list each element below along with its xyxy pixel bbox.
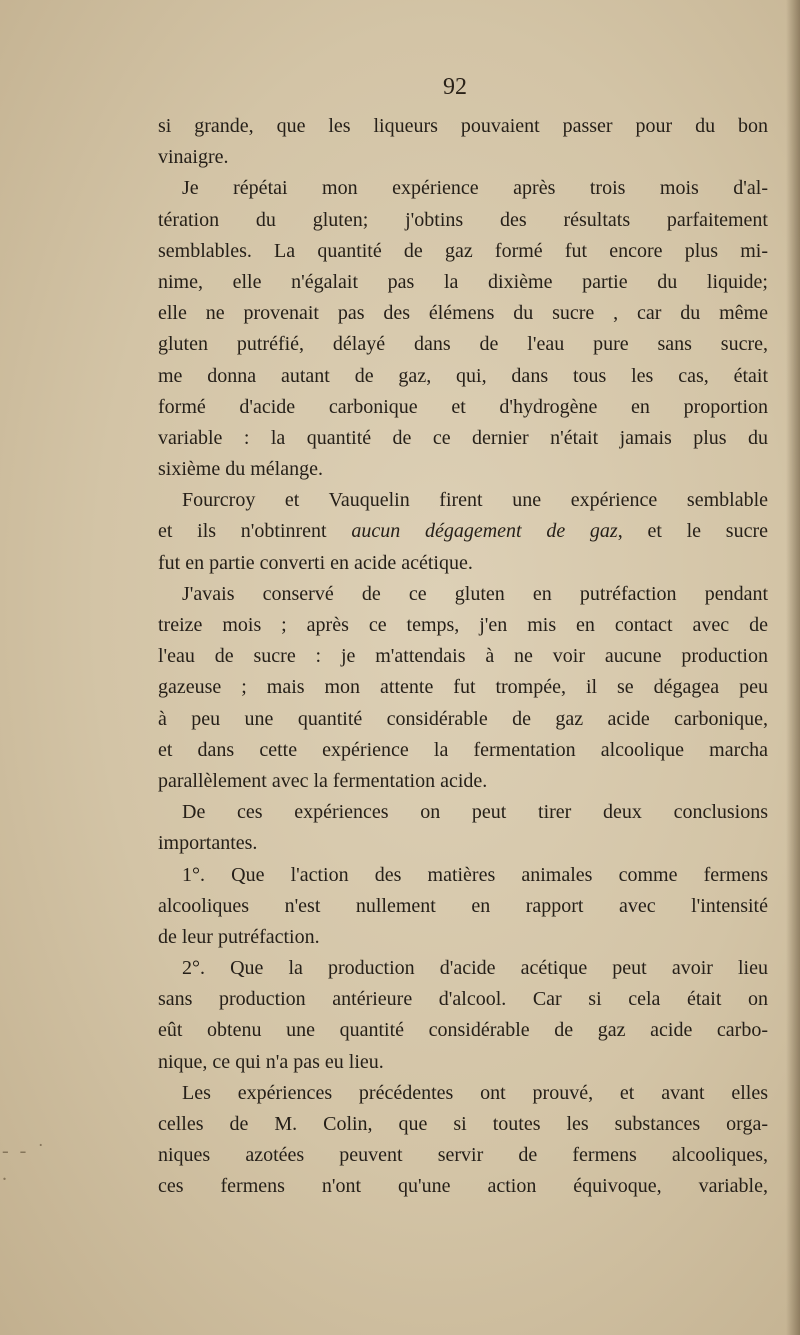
text-line-content: 2°. Que la production d'acide acétique peut avoir lieu	[182, 957, 768, 980]
text-line-content: et ils n'obtinrent	[158, 520, 352, 543]
text-line-content: ces fermens n'ont qu'une action équivoque, variable,	[158, 1175, 768, 1198]
text-line-content: nique, ce qui n'a pas eu lieu.	[158, 1050, 384, 1073]
text-line	[158, 548, 768, 579]
text-line-content: Les expériences précédentes ont prouvé, et avant elles	[182, 1081, 768, 1104]
text-line-content: Je répétai mon expérience après trois mois d'al-	[182, 177, 768, 200]
text-line	[158, 735, 768, 766]
text-line	[158, 704, 768, 735]
text-line-content: variable : la quantité de ce dernier n'était jamais plus du	[158, 426, 768, 449]
text-line-content: Fourcroy et Vauquelin firent une expérience semblable	[182, 489, 768, 512]
text-line-content: si grande, que les liqueurs pouvaient passer pour du bon	[158, 115, 768, 137]
text-line-continuation: , et le sucre	[617, 520, 768, 543]
text-line	[158, 610, 768, 641]
text-line-content: parallèlement avec la fermentation acide.	[158, 769, 488, 792]
text-line	[158, 173, 768, 204]
text-line	[158, 1171, 768, 1202]
text-line-content: sans production antérieure d'alcool. Car si cela était on	[158, 988, 768, 1011]
text-line	[158, 953, 768, 984]
text-line-content: nime, elle n'égalait pas la dixième partie du liquide;	[158, 270, 768, 293]
text-line	[158, 205, 768, 236]
text-line	[158, 1140, 768, 1171]
text-line-content: celles de M. Colin, que si toutes les substances orga-	[158, 1113, 768, 1135]
text-line	[158, 267, 768, 298]
text-line-content: importantes.	[158, 832, 258, 855]
body-text	[158, 111, 768, 1203]
text-line	[158, 828, 768, 859]
text-line-content: me donna autant de gaz, qui, dans tous les cas, était	[158, 364, 768, 387]
text-line	[158, 1015, 768, 1046]
text-line	[158, 361, 768, 392]
text-line	[158, 1047, 768, 1078]
italic-phrase: aucun dégagement de gaz	[351, 520, 618, 543]
text-line-content: vinaigre.	[158, 146, 229, 169]
text-line	[158, 516, 768, 547]
text-line-content: l'eau de sucre : je m'attendais à ne voir aucune production	[158, 645, 768, 668]
text-line-content: formé d'acide carbonique et d'hydrogène en proportion	[158, 395, 768, 418]
text-line-content: semblables. La quantité de gaz formé fut encore plus mi-	[158, 239, 768, 262]
text-line-content: gazeuse ; mais mon attente fut trompée, il se dégagea peu	[158, 676, 768, 699]
text-line	[158, 142, 768, 173]
text-line	[158, 922, 768, 953]
text-line	[158, 766, 768, 797]
text-line	[158, 579, 768, 610]
text-line-content: alcooliques n'est nullement en rapport avec l'intensité	[158, 894, 768, 917]
text-line	[158, 860, 768, 891]
text-line	[158, 423, 768, 454]
text-line	[158, 454, 768, 485]
text-line-content: fut en partie converti en acide acétique.	[158, 551, 473, 574]
text-line	[158, 111, 768, 142]
text-line	[158, 236, 768, 267]
text-line	[158, 1078, 768, 1109]
text-line-content: gluten putréfié, délayé dans de l'eau pure sans sucre,	[158, 333, 768, 356]
text-line-content: elle ne provenait pas des élémens du sucre , car du même	[158, 302, 768, 325]
text-line-content: treize mois ; après ce temps, j'en mis en contact avec de	[158, 614, 768, 636]
text-line-content: De ces expériences on peut tirer deux conclusions	[182, 801, 768, 824]
text-line-content: de leur putréfaction.	[158, 925, 320, 948]
page-number: 92	[443, 74, 467, 100]
text-line-content: sixième du mélange.	[158, 458, 323, 481]
text-line	[158, 329, 768, 360]
text-line	[158, 641, 768, 672]
text-line-content: et dans cette expérience la fermentation alcoolique marcha	[158, 738, 768, 761]
page-edge-shadow	[786, 0, 800, 1335]
text-line	[158, 797, 768, 828]
text-line	[158, 485, 768, 516]
text-line	[158, 672, 768, 703]
text-line	[158, 984, 768, 1015]
text-line-content: tération du gluten; j'obtins des résultats parfaitement	[158, 208, 768, 231]
text-line-content: J'avais conservé de ce gluten en putréfaction pendant	[182, 582, 768, 605]
text-line-content: niques azotées peuvent servir de fermens alcooliques,	[158, 1144, 768, 1167]
text-line-content: à peu une quantité considérable de gaz acide carbonique,	[158, 707, 768, 730]
text-line	[158, 392, 768, 423]
text-line	[158, 1109, 768, 1140]
text-line	[158, 891, 768, 922]
text-line-content: eût obtenu une quantité considérable de gaz acide carbo-	[158, 1019, 768, 1042]
text-line-content: 1°. Que l'action des matières animales comme fermens	[182, 863, 768, 886]
margin-smudge: - - ˙ .	[2, 1140, 47, 1185]
text-line	[158, 298, 768, 329]
